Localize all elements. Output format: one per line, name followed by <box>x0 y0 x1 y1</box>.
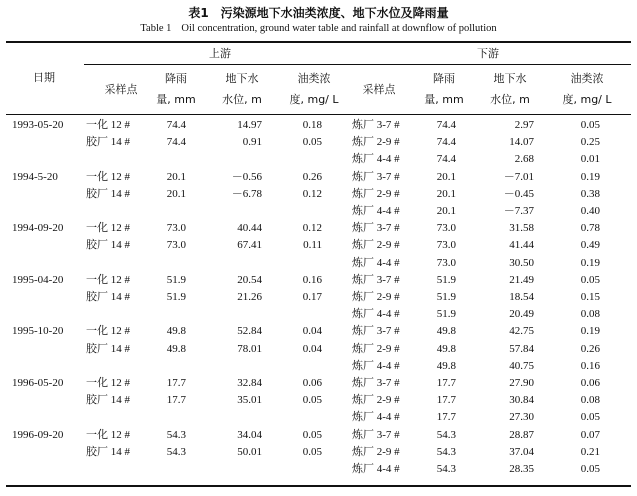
up-water-table: 32.84 <box>237 377 262 389</box>
down-oil-concentration: 0.78 <box>580 222 600 235</box>
down-oil-concentration: 0.05 <box>580 273 600 286</box>
down-oil-concentration: 0.05 <box>580 119 600 131</box>
down-water-table: 27.30 <box>509 411 534 424</box>
up-sampling-point: 胶厂 14 # <box>86 342 130 355</box>
down-oil-concentration: 0.15 <box>580 291 600 303</box>
down-water-table: －0.45 <box>503 187 534 200</box>
up-oil-concentration: 0.04 <box>302 325 322 338</box>
down-rainfall: 17.7 <box>436 394 456 407</box>
date-cell: 1993-05-20 <box>12 119 64 131</box>
down-oil-concentration: 0.19 <box>580 325 600 338</box>
up-water-table: 0.91 <box>242 136 262 149</box>
up-sampling-point: 胶厂 14 # <box>86 445 130 458</box>
up-water-table: 35.01 <box>237 394 262 407</box>
down-water-table: 30.84 <box>509 394 534 407</box>
down-rainfall: 73.0 <box>436 222 456 235</box>
down-rainfall: 20.1 <box>436 187 456 200</box>
up-rainfall: 74.4 <box>166 119 186 131</box>
down-water-table: 14.07 <box>509 136 534 149</box>
table-number-cn: 表1 <box>188 6 209 20</box>
down-rainfall: 54.3 <box>436 428 456 441</box>
up-oil-concentration: 0.26 <box>302 170 322 183</box>
down-water-table: 30.50 <box>509 256 534 269</box>
down-rainfall: 17.7 <box>436 411 456 424</box>
down-rainfall: 49.8 <box>436 342 456 355</box>
down-rainfall: 54.3 <box>436 463 456 475</box>
up-sampling-point: 一化 12 # <box>86 428 130 441</box>
up-water-table: 67.41 <box>237 239 262 252</box>
down-rainfall: 51.9 <box>436 308 456 321</box>
down-rainfall: 49.8 <box>436 359 456 372</box>
date-cell: 1994-09-20 <box>12 222 64 235</box>
up-water-header-2: 水位, m <box>222 93 262 106</box>
date-cell: 1995-10-20 <box>12 325 64 338</box>
down-sampling-point: 炼厂 2-9 # <box>352 342 400 355</box>
downstream-subrule <box>353 64 631 65</box>
down-sampling-point: 炼厂 2-9 # <box>352 136 400 149</box>
up-sampling-point: 一化 12 # <box>86 273 130 286</box>
down-rainfall: 73.0 <box>436 239 456 252</box>
downstream-header: 下游 <box>477 47 499 60</box>
down-oil-header-1: 油类浓 <box>570 72 604 85</box>
down-water-table: 31.58 <box>509 222 534 235</box>
down-rainfall: 49.8 <box>436 325 456 338</box>
up-oil-concentration: 0.17 <box>302 291 322 303</box>
down-sampling-point: 炼厂 4-4 # <box>352 205 400 217</box>
down-oil-concentration: 0.07 <box>580 428 600 441</box>
down-sampling-point: 炼厂 4-4 # <box>352 153 400 166</box>
down-water-table: 18.54 <box>509 291 534 303</box>
down-rainfall: 17.7 <box>436 377 456 389</box>
date-cell: 1995-04-20 <box>12 273 64 286</box>
up-rainfall: 49.8 <box>166 325 186 338</box>
down-sampling-point: 炼厂 3-7 # <box>352 273 400 286</box>
down-water-table: 21.49 <box>509 273 534 286</box>
bottom-rule <box>6 485 631 487</box>
down-oil-concentration: 0.08 <box>580 394 600 407</box>
down-sampling-point: 炼厂 3-7 # <box>352 170 400 183</box>
up-rainfall: 17.7 <box>166 394 186 407</box>
down-oil-concentration: 0.38 <box>580 187 600 200</box>
down-sampling-point: 炼厂 2-9 # <box>352 445 400 458</box>
date-header: 日期 <box>33 71 55 84</box>
down-water-table: 40.75 <box>509 359 534 372</box>
down-oil-concentration: 0.06 <box>580 377 600 389</box>
down-rainfall-header-2: 量, mm <box>424 93 464 106</box>
down-oil-concentration: 0.08 <box>580 308 600 321</box>
date-cell: 1996-09-20 <box>12 428 64 441</box>
up-sampling-point: 胶厂 14 # <box>86 136 130 149</box>
down-sampling-point: 炼厂 4-4 # <box>352 359 400 372</box>
up-oil-concentration: 0.11 <box>303 239 322 252</box>
up-sampling-point: 胶厂 14 # <box>86 291 130 303</box>
down-sampling-header: 采样点 <box>362 83 396 96</box>
down-water-table: 20.49 <box>509 308 534 321</box>
date-cell: 1994-5-20 <box>12 170 58 183</box>
down-rainfall: 51.9 <box>436 273 456 286</box>
table-title-cn-text: 污染源地下水油类浓度、地下水位及降雨量 <box>220 6 449 20</box>
down-sampling-point: 炼厂 2-9 # <box>352 291 400 303</box>
down-oil-header-2: 度, mg/ L <box>562 93 612 106</box>
up-oil-concentration: 0.04 <box>302 342 322 355</box>
down-water-table: －7.37 <box>503 205 534 217</box>
up-rainfall-header-1: 降雨 <box>165 72 187 85</box>
down-water-table: 27.90 <box>509 377 534 389</box>
table-title-en <box>0 23 637 34</box>
up-oil-concentration: 0.12 <box>302 187 322 200</box>
up-rainfall: 20.1 <box>166 187 186 200</box>
up-rainfall: 51.9 <box>166 273 186 286</box>
up-sampling-point: 一化 12 # <box>86 222 130 235</box>
up-rainfall: 54.3 <box>166 428 186 441</box>
down-sampling-point: 炼厂 4-4 # <box>352 256 400 269</box>
up-sampling-point: 一化 12 # <box>86 377 130 389</box>
down-oil-concentration: 0.05 <box>580 411 600 424</box>
up-oil-concentration: 0.06 <box>302 377 322 389</box>
up-water-table: 50.01 <box>237 445 262 458</box>
down-rainfall: 73.0 <box>436 256 456 269</box>
up-water-table: 78.01 <box>237 342 262 355</box>
up-oil-concentration: 0.12 <box>302 222 322 235</box>
down-oil-concentration: 0.01 <box>580 153 600 166</box>
down-oil-concentration: 0.21 <box>580 445 600 458</box>
down-oil-concentration: 0.05 <box>580 463 600 475</box>
down-rainfall: 74.4 <box>436 153 456 166</box>
down-oil-concentration: 0.49 <box>580 239 600 252</box>
up-rainfall: 49.8 <box>166 342 186 355</box>
upstream-header: 上游 <box>209 47 231 60</box>
top-rule <box>6 41 631 43</box>
down-sampling-point: 炼厂 2-9 # <box>352 187 400 200</box>
up-rainfall: 74.4 <box>166 136 186 149</box>
down-water-table: 2.68 <box>514 153 534 166</box>
down-rainfall: 20.1 <box>436 205 456 217</box>
down-oil-concentration: 0.19 <box>580 170 600 183</box>
up-water-table: 52.84 <box>237 325 262 338</box>
down-water-header-2: 水位, m <box>490 93 530 106</box>
up-water-table: 20.54 <box>237 273 262 286</box>
down-water-table: 2.97 <box>514 119 534 131</box>
up-sampling-header: 采样点 <box>104 83 138 96</box>
down-sampling-point: 炼厂 3-7 # <box>352 377 400 389</box>
up-oil-concentration: 0.18 <box>302 119 322 131</box>
down-rainfall: 74.4 <box>436 119 456 131</box>
up-rainfall: 17.7 <box>166 377 186 389</box>
down-rainfall-header-1: 降雨 <box>433 72 455 85</box>
down-water-table: 41.44 <box>509 239 534 252</box>
down-oil-concentration: 0.40 <box>580 205 600 217</box>
date-cell: 1996-05-20 <box>12 377 64 389</box>
up-oil-concentration: 0.05 <box>302 428 322 441</box>
up-sampling-point: 一化 12 # <box>86 119 130 131</box>
down-oil-concentration: 0.25 <box>580 136 600 149</box>
up-sampling-point: 胶厂 14 # <box>86 187 130 200</box>
up-oil-concentration: 0.05 <box>302 136 322 149</box>
header-rule <box>6 114 631 115</box>
down-water-table: 28.87 <box>509 428 534 441</box>
up-sampling-point: 一化 12 # <box>86 170 130 183</box>
up-rainfall: 20.1 <box>166 170 186 183</box>
down-sampling-point: 炼厂 3-7 # <box>352 325 400 338</box>
down-sampling-point: 炼厂 3-7 # <box>352 428 400 441</box>
up-water-table: 40.44 <box>237 222 262 235</box>
table-title-en-text: Oil concentration, ground water table and rainfall at downflow of pollution <box>181 23 497 34</box>
upstream-subrule <box>84 64 357 65</box>
up-water-table: －6.78 <box>231 187 262 200</box>
down-water-table: 37.04 <box>509 445 534 458</box>
up-oil-concentration: 0.16 <box>302 273 322 286</box>
up-rainfall: 73.0 <box>166 239 186 252</box>
down-sampling-point: 炼厂 4-4 # <box>352 411 400 424</box>
up-sampling-point: 一化 12 # <box>86 325 130 338</box>
down-water-table: 28.35 <box>509 463 534 475</box>
down-oil-concentration: 0.16 <box>580 359 600 372</box>
down-water-table: 57.84 <box>509 342 534 355</box>
up-sampling-point: 胶厂 14 # <box>86 394 130 407</box>
up-rainfall: 51.9 <box>166 291 186 303</box>
down-rainfall: 51.9 <box>436 291 456 303</box>
down-rainfall: 74.4 <box>436 136 456 149</box>
down-water-table: 42.75 <box>509 325 534 338</box>
table-number-en: Table 1 <box>140 23 172 34</box>
table-title-cn <box>0 4 637 21</box>
down-oil-concentration: 0.19 <box>580 256 600 269</box>
down-sampling-point: 炼厂 4-4 # <box>352 463 400 475</box>
up-water-table: 14.97 <box>237 119 262 131</box>
down-water-header-1: 地下水 <box>493 72 527 85</box>
up-sampling-point: 胶厂 14 # <box>86 239 130 252</box>
down-oil-concentration: 0.26 <box>580 342 600 355</box>
down-sampling-point: 炼厂 3-7 # <box>352 222 400 235</box>
up-water-table: 34.04 <box>237 428 262 441</box>
up-oil-header-2: 度, mg/ L <box>289 93 339 106</box>
down-sampling-point: 炼厂 3-7 # <box>352 119 400 131</box>
up-water-table: －0.56 <box>231 170 262 183</box>
down-rainfall: 54.3 <box>436 445 456 458</box>
down-sampling-point: 炼厂 4-4 # <box>352 308 400 321</box>
up-water-table: 21.26 <box>237 291 262 303</box>
up-oil-concentration: 0.05 <box>302 394 322 407</box>
down-sampling-point: 炼厂 2-9 # <box>352 394 400 407</box>
up-rainfall-header-2: 量, mm <box>156 93 196 106</box>
down-water-table: －7.01 <box>503 170 534 183</box>
up-oil-concentration: 0.05 <box>302 445 322 458</box>
up-oil-header-1: 油类浓 <box>297 72 331 85</box>
down-rainfall: 20.1 <box>436 170 456 183</box>
up-water-header-1: 地下水 <box>225 72 259 85</box>
up-rainfall: 73.0 <box>166 222 186 235</box>
up-rainfall: 54.3 <box>166 445 186 458</box>
down-sampling-point: 炼厂 2-9 # <box>352 239 400 252</box>
